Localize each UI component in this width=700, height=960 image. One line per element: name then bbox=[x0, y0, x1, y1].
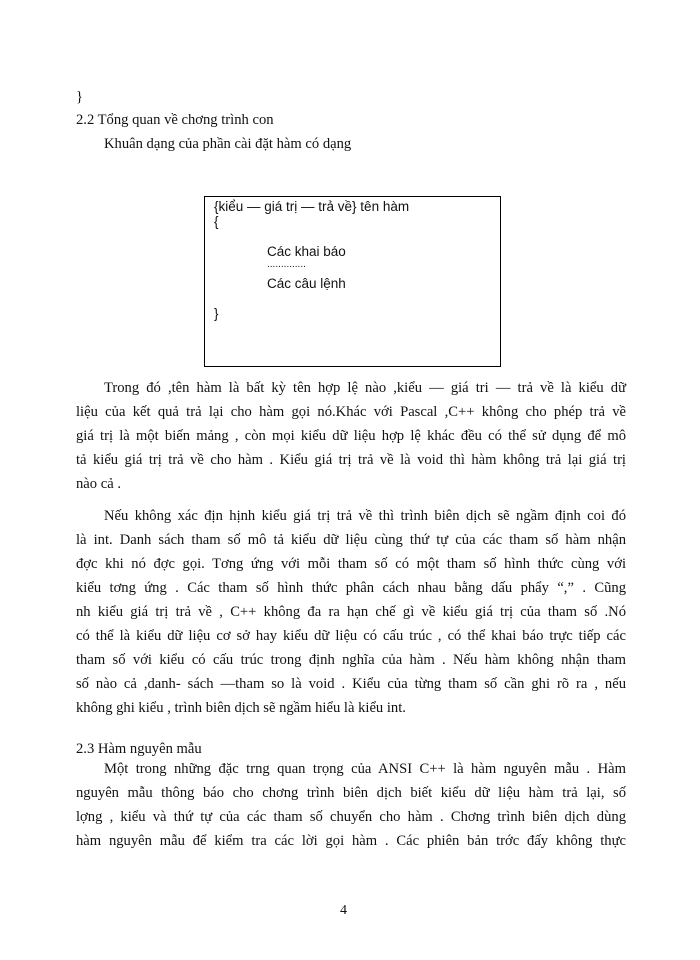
paragraph-2-line: tham số với kiểu có cấu trúc trong định nghĩa của hàm . Nếu hàm không nhận tham bbox=[76, 652, 626, 668]
paragraph-2-line: không ghi kiểu , trình biên dịch sẽ ngầm hiểu là kiểu int. bbox=[76, 700, 406, 716]
paragraph-2-line: Nếu không xác địn hịnh kiểu giá trị trả về thì trình biên dịch sẽ ngầm định coi đó bbox=[104, 508, 626, 524]
paragraph-1-line: Trong đó ,tên hàm là bất kỳ tên hợp lệ nào ,kiểu — giá tri — trả về là kiểu dữ bbox=[104, 380, 626, 396]
paragraph-2-line: đợc khi nó đợc gọi. Tơng ứng với mỗi tham số có một tham số hình thức cùng với bbox=[76, 556, 626, 572]
paragraph-2-line: nh kiểu giá trị trả về , C++ không đa ra hạn chế gì về kiểu giá trị của tham số .Nó bbox=[76, 604, 626, 620]
paragraph-3-line: nguyên mẫu thông báo cho chơng trình biên dịch biết kiểu dữ liệu hàm trả lại, số bbox=[76, 785, 626, 801]
paragraph-2-line: là int. Danh sách tham số mô tả kiểu dữ liệu cùng thứ tự của các tham số hàm nhận bbox=[76, 532, 626, 548]
code-signature: {kiểu — giá trị — trả về} tên hàm bbox=[214, 199, 410, 214]
code-open-brace: { bbox=[214, 214, 219, 229]
section-heading-2-3: 2.3 Hàm nguyên mẫu bbox=[76, 741, 202, 757]
paragraph-3-line: hàm nguyên mẫu để kiểm tra các lời gọi hàm . Các phiên bản trớc đấy không thực bbox=[76, 833, 626, 849]
section-heading-2-2: 2.2 Tổng quan về chơng trình con bbox=[76, 112, 274, 128]
code-dots: .............. bbox=[267, 259, 306, 270]
paragraph-2-line: kiểu tơng ứng . Các tham số hình thức phân cách nhau bằng dấu phẩy “,” . Cũng bbox=[76, 580, 626, 596]
page-number: 4 bbox=[340, 903, 347, 918]
code-statements: Các câu lệnh bbox=[267, 276, 346, 291]
code-close-brace: } bbox=[214, 306, 219, 321]
code-template-box bbox=[204, 196, 501, 367]
paragraph-1-line: nào cả . bbox=[76, 476, 121, 492]
intro-line: Khuân dạng của phần cài đặt hàm có dạng bbox=[104, 136, 352, 152]
closing-brace: } bbox=[76, 89, 84, 105]
paragraph-2-line: có thể là kiểu dữ liệu cơ sở hay kiểu dữ liệu có cấu trúc , có thể khai báo trực tiếp các bbox=[76, 628, 626, 644]
paragraph-2-line: số nào cả ,danh- sách —tham so là void . Kiểu của từng tham số cần ghi rõ ra , nếu bbox=[76, 676, 626, 692]
paragraph-1-line: tả kiểu giá trị trả về cho hàm . Kiểu giá trị trả về là void thì hàm không trả lại giá trị bbox=[76, 452, 626, 468]
code-declarations: Các khai báo bbox=[267, 244, 346, 259]
paragraph-1-line: liệu của kết quả trả lại cho hàm gọi nó.Khác với Pascal ,C++ không cho phép trả về bbox=[76, 404, 626, 420]
paragraph-1-line: giá trị là một biến mảng , còn mọi kiểu dữ liệu hợp lệ khác đều có thể sử dụng để mô bbox=[76, 428, 626, 444]
paragraph-3-line: Một trong những đặc trng quan trọng của ANSI C++ là hàm nguyên mẫu . Hàm bbox=[104, 761, 626, 777]
paragraph-3-line: lợng , kiểu và thứ tự của các tham số chuyển cho hàm . Chơng trình biên dịch dùng bbox=[76, 809, 626, 825]
